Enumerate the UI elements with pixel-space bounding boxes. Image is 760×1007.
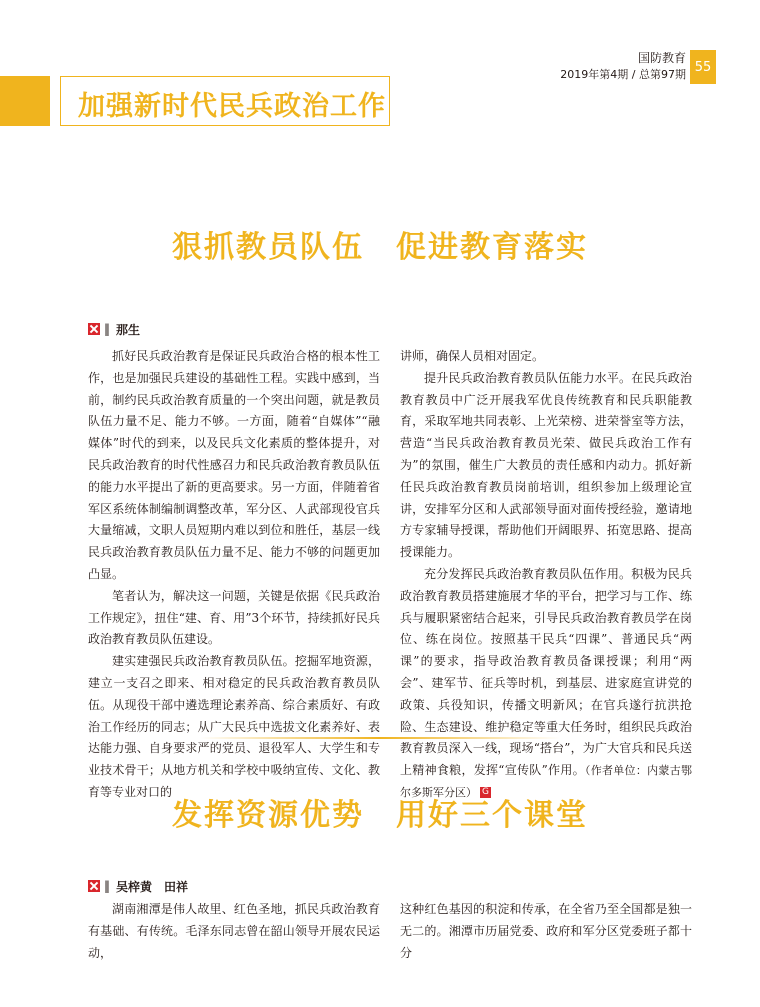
paragraph: 提升民兵政治教育教员队伍能力水平。在民兵政治教育教员中广泛开展我军优良传统教育和民兵职能教育，采取军地共同表彰、上光荣榜、进荣誉室等方法，营造“当民兵政治教育教员光荣、做民兵政治工作有为”的氛围，催生广大教员的责任感和内动力。抓好新任民兵政治教育教员岗前培训，组织参加上级理论宣讲，安排军分区和人武部领导面对面传授经验，邀请地方专家辅导授课，帮助他们开阔眼界、拓宽思路、提高授课能力。	[400, 370, 692, 560]
article-title: 狠抓教员队伍 促进教育落实	[172, 230, 588, 265]
article-divider	[200, 737, 560, 739]
section-title: 加强新时代民兵政治工作	[78, 91, 386, 122]
paragraph: 笔者认为，解决这一问题，关键是依据《民兵政治工作规定》，扭住“建、育、用”3个环节，持续抓好民兵政治教育教员队伍建设。	[88, 588, 380, 647]
section-color-block	[0, 76, 50, 126]
byline-mark-icon	[88, 323, 100, 335]
paragraph	[400, 564, 692, 804]
article-right-column	[400, 899, 692, 964]
author-byline	[88, 322, 140, 336]
byline-mark-icon	[88, 880, 100, 892]
issue-info: 2019年第4期 / 总第97期	[560, 68, 686, 81]
author-affiliation: （作者单位：内蒙古鄂尔多斯军分区）	[400, 764, 693, 799]
article-title: 发挥资源优势 用好三个课堂	[172, 798, 588, 833]
paragraph-text: 充分发挥民兵政治教育教员队伍作用。积极为民兵政治教育教员搭建施展才华的平台，把学习与工作、练兵与履职紧密结合起来，引导民兵政治教育教员学在岗位、练在岗位。按照基干民兵“四课”、普通民兵“两课”的要求，指导政治教育教员备课授课；利用“两会”、建军节、征兵等时机，到基层、进家庭宣讲党的政策、兵役知识，传播文明新风；在官兵遂行抗洪抢险、生态建设、维护稳定等重大任务时，组织民兵政治教育教员深入一线，现场“搭台”，为广大官兵和民兵送上精神食粮，发挥“宣传队”作用。	[400, 566, 692, 778]
article-left-column	[88, 899, 380, 964]
paragraph: 湖南湘潭是伟人故里、红色圣地，抓民兵政治教育有基础、有传统。毛泽东同志曾在韶山领导开展农民运动，	[88, 902, 380, 960]
article-end-mark-icon: G	[480, 787, 491, 798]
page-number: 55	[690, 50, 716, 84]
paragraph: 建实建强民兵政治教育教员队伍。挖掘军地资源，建立一支召之即来、相对稳定的民兵政治教育教员队伍。从现役干部中遴选理论素养高、综合素质好、有政治工作经历的同志；从广大民兵中选拔文化素养好、表达能力强、自身要求严的党员、退役军人、大学生和专业技术骨干；从地方机关和学校中吸纳宣传、文化、教育等专业对口的	[88, 654, 380, 799]
author-name: 吴梓黄 田祥	[116, 879, 189, 894]
author-byline	[88, 879, 188, 893]
article-left-column	[88, 346, 380, 804]
magazine-name: 国防教育	[637, 51, 686, 65]
paragraph: 这种红色基因的积淀和传承，在全省乃至全国都是独一无二的。湘潭市历届党委、政府和军分区党委班子都十分	[400, 902, 692, 960]
author-name: 那生	[116, 322, 141, 337]
article-right-column	[400, 346, 692, 804]
byline-divider: ‖	[104, 879, 110, 893]
paragraph: 讲师，确保人员相对固定。	[400, 349, 545, 363]
paragraph: 抓好民兵政治教育是保证民兵政治合格的根本性工作，也是加强民兵建设的基础性工程。实践中感到，当前，制约民兵政治教育质量的一个突出问题，就是教员队伍力量不足、能力不够。一方面，随着“自媒体”“融媒体”时代的到来，以及民兵文化素质的整体提升，对民兵政治教育的时代性感召力和民兵政治教育教员队伍的能力水平提出了新的更高要求。另一方面，伴随着省军区系统体制编制调整改革，军分区、人武部现役官兵大量缩减，文职人员短期内难以到位和胜任，基层一线民兵政治教育教员队伍力量不足、能力不够的问题更加凸显。	[88, 349, 380, 581]
byline-divider: ‖	[104, 322, 110, 336]
